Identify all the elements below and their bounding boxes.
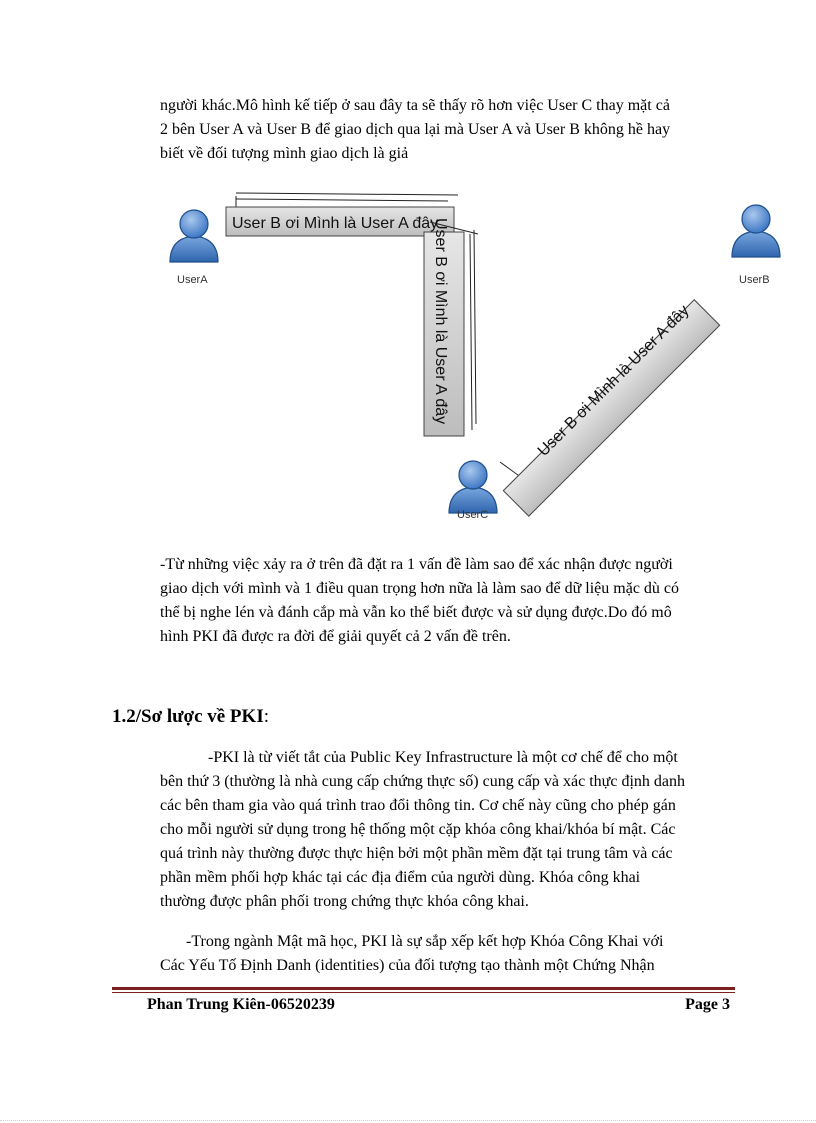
intro-paragraph [160,94,670,166]
text-line: thể bị nghe lén và đánh cắp mà vẫn ko thể biết được và sử dụng được.Do đó mô [160,604,672,621]
text-line: 2 bên User A và User B để giao dịch qua lại mà User A và User B không hề hay [160,121,671,138]
pki-definition-paragraph [160,746,685,914]
person-icon [732,205,780,257]
footer-page-number: Page 3 [685,996,730,1013]
message-banner-diagonal [500,300,720,516]
text-line: giao dịch với mình và 1 điều quan trọng hơn nữa là làm sao để dữ liệu mặc dù có [160,580,680,597]
section-heading-text: 1.2/Sơ lược về PKI [112,706,264,727]
page-edge [0,1120,816,1121]
message-diagonal-text: User B ơi Mình là User A đây [534,302,693,460]
message-banner-vertical [424,218,478,436]
text-line: -Từ những việc xảy ra ở trên đã đặt ra 1 vấn đề làm sao để xác nhận được người [160,556,673,573]
text-line: Các Yếu Tố Định Danh (identities) của đối tượng tạo thành một Chứng Nhận [160,957,655,974]
text-line: -PKI là từ viết tắt của Public Key Infrastructure là một cơ chế để cho một [208,749,678,766]
user-a-node [170,210,218,286]
user-b-node [732,205,780,286]
person-icon [449,461,497,513]
mitm-diagram [0,185,816,535]
text-line: cho mỗi người sử dụng trong hệ thống một cặp khóa công khai/khóa bí mật. Các [160,821,676,838]
message-banner-top [226,193,458,236]
text-line: biết về đối tượng mình giao dịch là giả [160,145,409,162]
text-line: các bên tham gia vào quá trình trao đổi thông tin. Cơ chế này cũng cho phép gán [160,797,676,814]
section-heading-colon: : [263,706,269,727]
user-b-label: UserB [739,274,770,286]
person-icon [170,210,218,262]
section-heading [112,706,269,728]
footer-divider-thin [112,992,735,993]
footer-divider [112,987,735,990]
pki-cryptography-paragraph [160,930,663,978]
text-line: hình PKI đã được ra đời để giải quyết cả 2 vấn đề trên. [160,628,511,645]
text-line: quá trình này thường được thực hiện bởi một phần mềm đặt tại trung tâm và các [160,845,673,862]
text-line: thường được phân phối trong chứng thực khóa công khai. [160,893,529,910]
user-c-label: UserC [457,509,489,521]
problem-paragraph [160,553,679,649]
message-top-text: User B ơi Mình là User A đây [232,215,439,232]
text-line: người khác.Mô hình kế tiếp ở sau đây ta sẽ thấy rõ hơn việc User C thay mặt cả [160,97,670,114]
user-a-label: UserA [177,274,208,286]
text-line: -Trong ngành Mật mã học, PKI là sự sắp xếp kết hợp Khóa Công Khai với [186,933,664,950]
text-line: phần mềm phối hợp khác tại các địa điểm của người dùng. Khóa công khai [160,869,641,886]
user-c-node [449,461,497,521]
text-line: bên thứ 3 (thường là nhà cung cấp chứng thực số) cung cấp và xác thực định danh [160,773,685,790]
footer-author: Phan Trung Kiên-06520239 [147,996,335,1013]
message-vertical-text: User B ơi Mình là User A đây [432,218,449,425]
